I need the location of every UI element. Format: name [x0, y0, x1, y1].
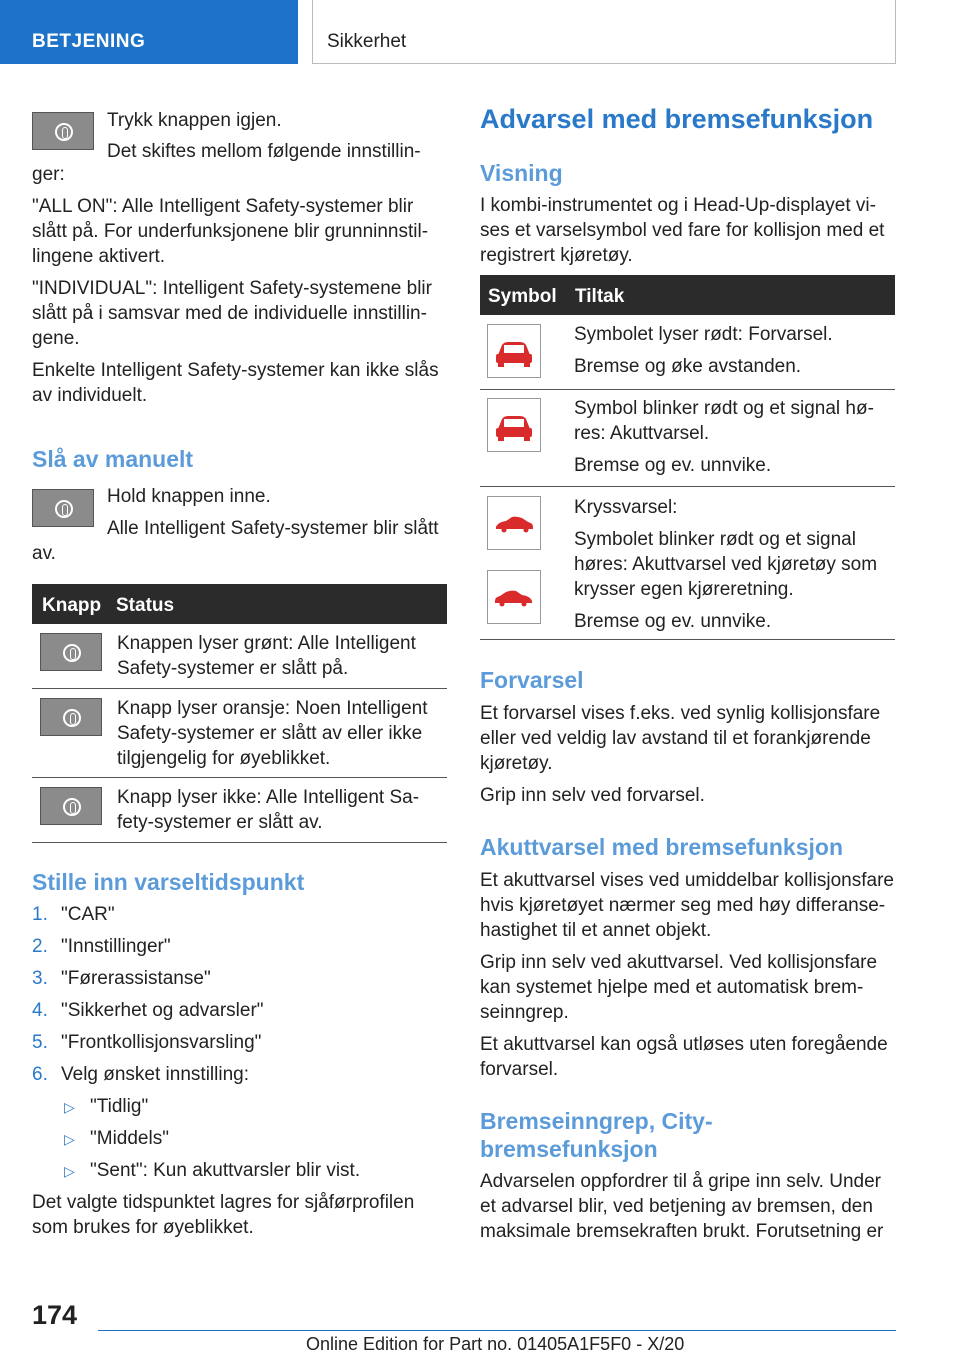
heading-manual: Slå av manuelt — [32, 446, 194, 472]
step-number: 6. — [32, 1064, 48, 1085]
table-cell: Safety-systemer er slått av eller ikke — [117, 723, 423, 744]
row-divider — [32, 777, 447, 778]
cross-traffic-right-icon — [487, 570, 541, 624]
text: seinngrep. — [480, 1002, 569, 1023]
car-warning-flash-icon — [487, 398, 541, 452]
text: hvis kjøretøyet nærmer seg med høy differanse- — [480, 895, 886, 916]
row-divider — [32, 688, 447, 689]
step-text: "CAR" — [61, 904, 115, 925]
table-cell: krysser egen kjøreretning. — [574, 579, 794, 600]
step-number: 2. — [32, 936, 48, 957]
col-header: Status — [116, 595, 175, 616]
car-warning-icon — [487, 324, 541, 378]
row-divider — [480, 639, 895, 640]
step-text: "Sikkerhet og advarsler" — [61, 1000, 264, 1021]
text: registrert kjøretøy. — [480, 245, 633, 266]
edition-text: Online Edition for Part no. 01405A1F5F0 - X/20 — [306, 1334, 685, 1354]
text: eller ved veldig lav avstand til et forankjørende — [480, 728, 871, 749]
text: kan systemet hjelpe med et automatisk brem- — [480, 977, 864, 998]
safety-button-icon — [32, 112, 94, 150]
bullet-triangle-icon: ▷ — [64, 1163, 75, 1179]
text: slått på. For underfunksjonene blir grunninnstil- — [32, 221, 429, 242]
text: Det valgte tidspunktet lagres for sjåførprofilen — [32, 1192, 415, 1213]
step-number: 1. — [32, 904, 48, 925]
text: ger: — [32, 164, 65, 185]
col-header: Symbol — [488, 286, 557, 307]
step-number: 3. — [32, 968, 48, 989]
text: "INDIVIDUAL": Intelligent Safety-systemene blir — [32, 278, 432, 299]
col-header: Tiltak — [575, 286, 625, 307]
page-number: 174 — [32, 1300, 78, 1330]
table-cell: Knappen lyser grønt: Alle Intelligent — [117, 633, 416, 654]
table-header — [480, 275, 895, 315]
table-cell: Symbol blinker rødt og et signal hø- — [574, 398, 874, 419]
text: som brukes for øyeblikket. — [32, 1217, 254, 1238]
col-header: Knapp — [42, 595, 102, 616]
step-text: "Førerassistanse" — [61, 968, 211, 989]
sub-item: "Middels" — [90, 1128, 169, 1149]
table-cell: Safety-systemer er slått på. — [117, 658, 349, 679]
footer-divider — [98, 1330, 896, 1331]
table-cell: Knapp lyser ikke: Alle Intelligent Sa- — [117, 787, 420, 808]
text: maksimale bremsekraften brukt. Forutsetning er — [480, 1221, 884, 1242]
text: Det skiftes mellom følgende innstillin- — [107, 141, 421, 162]
heading-warning-time: Stille inn varseltidspunkt — [32, 869, 305, 895]
text: gene. — [32, 328, 80, 349]
text: "ALL ON": Alle Intelligent Safety-systemer blir — [32, 196, 414, 217]
table-header — [32, 584, 447, 624]
text: Trykk knappen igjen. — [107, 110, 282, 131]
table-cell: tilgjengelig for øyeblikket. — [117, 748, 331, 769]
table-cell: Kryssvarsel: — [574, 497, 678, 518]
text: av. — [32, 543, 56, 564]
text: hastighet til et annet objekt. — [480, 920, 712, 941]
text: Enkelte Intelligent Safety-systemer kan ikke slås — [32, 360, 439, 381]
step-number: 4. — [32, 1000, 48, 1021]
text: Alle Intelligent Safety-systemer blir slått — [107, 518, 439, 539]
cross-traffic-left-icon — [487, 496, 541, 550]
table-cell: Bremse og ev. unnvike. — [574, 455, 772, 476]
table-cell: res: Akuttvarsel. — [574, 423, 710, 444]
sub-item: "Sent": Kun akuttvarsler blir vist. — [90, 1160, 361, 1181]
text: kjøretøy. — [480, 753, 553, 774]
heading-view: Visning — [480, 160, 563, 186]
table-cell: Knapp lyser oransje: Noen Intelligent — [117, 698, 428, 719]
table-cell: høres: Akuttvarsel ved kjøretøy som — [574, 554, 878, 575]
safety-button-icon — [32, 489, 94, 527]
heading-pre-warning: Forvarsel — [480, 667, 584, 693]
topic-tab — [312, 0, 896, 64]
row-divider — [32, 842, 447, 843]
step-text: "Frontkollisjonsvarsling" — [61, 1032, 262, 1053]
text: av individuelt. — [32, 385, 148, 406]
text: forvarsel. — [480, 1059, 559, 1080]
row-divider — [480, 389, 895, 390]
text: Et akuttvarsel vises ved umiddelbar kollisjonsfare — [480, 870, 894, 891]
text: Grip inn selv ved forvarsel. — [480, 785, 705, 806]
table-cell: Bremse og øke avstanden. — [574, 356, 802, 377]
heading-main: Advarsel med bremsefunksjon — [480, 104, 874, 134]
heading-brake: Bremseinngrep, City- — [480, 1108, 713, 1134]
heading-brake: bremsefunksjon — [480, 1136, 658, 1162]
text: Et akuttvarsel kan også utløses uten foregående — [480, 1034, 888, 1055]
row-divider — [480, 486, 895, 487]
text: ses et varselsymbol ved fare for kollisjon med et — [480, 220, 885, 241]
button-off-icon — [40, 787, 102, 825]
button-orange-icon — [40, 698, 102, 736]
text: Hold knappen inne. — [107, 486, 271, 507]
section-tab — [0, 0, 298, 64]
topic-label: Sikkerhet — [327, 31, 407, 52]
text: Et forvarsel vises f.eks. ved synlig kollisjonsfare — [480, 703, 881, 724]
heading-acute-warning: Akuttvarsel med bremsefunksjon — [480, 834, 844, 860]
text: Advarselen oppfordrer til å gripe inn selv. Under — [480, 1171, 881, 1192]
bullet-triangle-icon: ▷ — [64, 1099, 75, 1115]
sub-item: "Tidlig" — [90, 1096, 149, 1117]
text: et advarsel blir, ved betjening av bremsen, den — [480, 1196, 873, 1217]
table-cell: fety-systemer er slått av. — [117, 812, 323, 833]
table-cell: Symbolet blinker rødt og et signal — [574, 529, 856, 550]
section-label: BETJENING — [32, 31, 146, 52]
step-number: 5. — [32, 1032, 48, 1053]
table-cell: Symbolet lyser rødt: Forvarsel. — [574, 324, 833, 345]
step-text: Velg ønsket innstilling: — [61, 1064, 249, 1085]
text: Grip inn selv ved akuttvarsel. Ved kollisjonsfare — [480, 952, 878, 973]
text: I kombi-instrumentet og i Head-Up-displayet vi- — [480, 195, 876, 216]
table-cell: Bremse og ev. unnvike. — [574, 611, 772, 632]
text: lingene aktivert. — [32, 246, 166, 267]
bullet-triangle-icon: ▷ — [64, 1131, 75, 1147]
text: slått på i samsvar med de individuelle innstillin- — [32, 303, 427, 324]
button-green-icon — [40, 633, 102, 671]
step-text: "Innstillinger" — [61, 936, 171, 957]
